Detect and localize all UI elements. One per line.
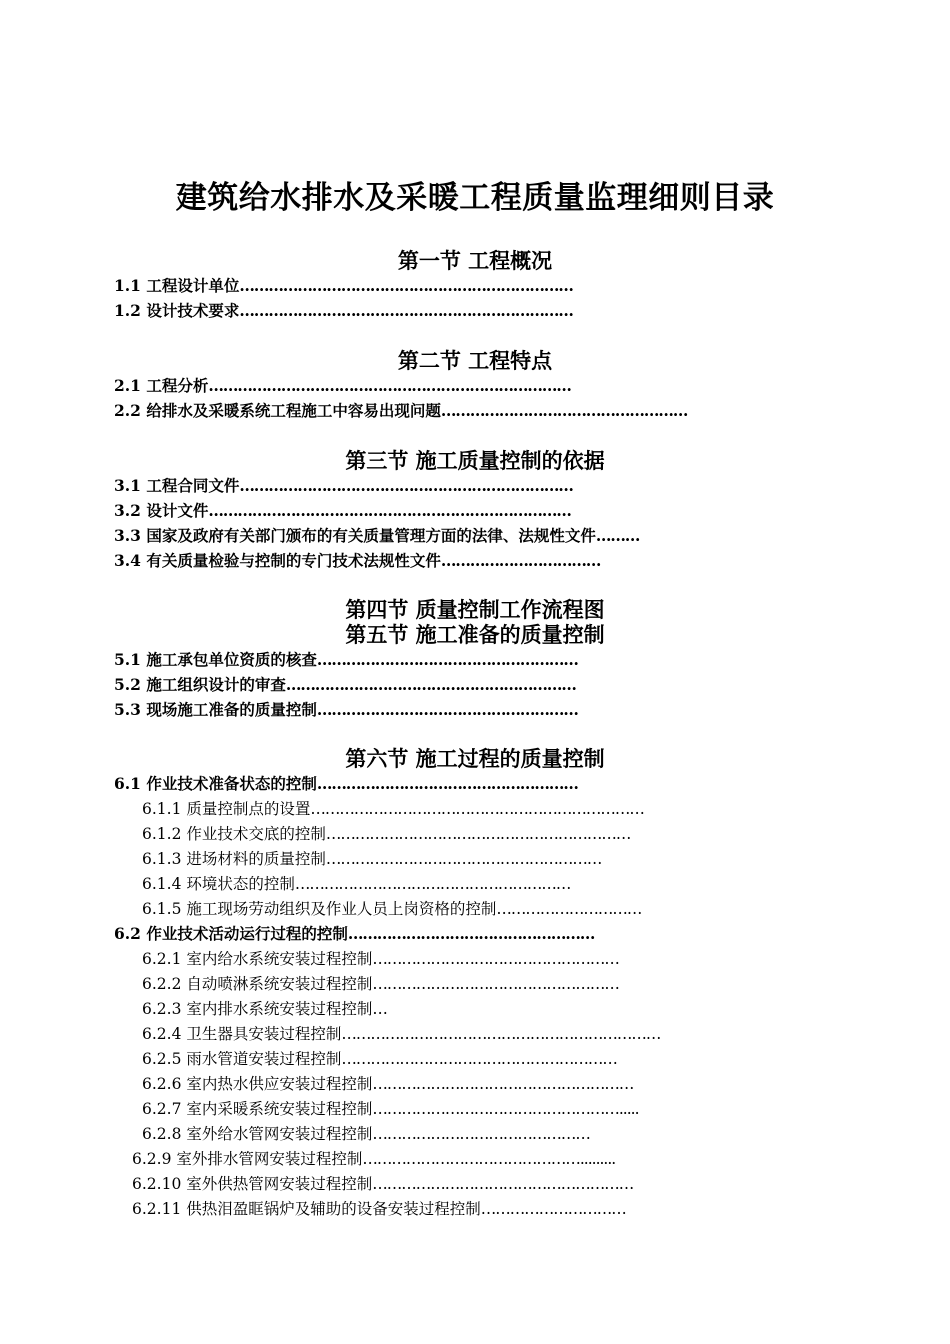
- toc-entry-2-2[interactable]: 2.2 给排水及采暖系统工程施工中容易出现问题……………………………………………: [114, 401, 688, 420]
- toc-entry-6-1-2[interactable]: 6.1.2 作业技术交底的控制………………………………………………………: [142, 825, 631, 843]
- toc-entry-2-1[interactable]: 2.1 工程分析…………………………………………………………………: [114, 376, 571, 395]
- toc-entry-6-1[interactable]: 6.1 作业技术准备状态的控制………………………………………………: [114, 774, 578, 793]
- section-heading-6: 第六节 施工过程的质量控制: [345, 746, 605, 771]
- toc-entry-1-2[interactable]: 1.2 设计技术要求……………………………………………………………: [114, 301, 573, 320]
- section-heading-1: 第一节 工程概况: [397, 248, 553, 273]
- toc-entry-6-2-3[interactable]: 6.2.3 室内排水系统安装过程控制…: [142, 1000, 387, 1018]
- section-heading-2: 第二节 工程特点: [397, 348, 553, 373]
- toc-entry-6-2-5[interactable]: 6.2.5 雨水管道安装过程控制…………………………………………………: [142, 1050, 617, 1068]
- toc-entry-1-1[interactable]: 1.1 工程设计单位……………………………………………………………: [114, 276, 573, 295]
- toc-entry-6-2-4[interactable]: 6.2.4 卫生器具安装过程控制…………………………………………………………: [142, 1025, 661, 1043]
- toc-entry-3-4[interactable]: 3.4 有关质量检验与控制的专门技术法规性文件……………………………: [114, 551, 601, 570]
- toc-entry-6-2-2[interactable]: 6.2.2 自动喷淋系统安装过程控制……………………………………………: [142, 975, 619, 993]
- section-heading-4: 第四节 质量控制工作流程图: [345, 597, 605, 622]
- toc-entry-6-1-1[interactable]: 6.1.1 质量控制点的设置……………………………………………………………: [142, 800, 644, 818]
- toc-entry-6-2-11[interactable]: 6.2.11 供热泪盈眶锅炉及辅助的设备安装过程控制…………………………: [132, 1200, 626, 1218]
- toc-entry-6-2-9[interactable]: 6.2.9 室外排水管网安装过程控制……………………………………….........: [132, 1150, 616, 1168]
- section-heading-3: 第三节 施工质量控制的依据: [345, 448, 605, 473]
- toc-entry-6-2-10[interactable]: 6.2.10 室外供热管网安装过程控制………………………………………………: [132, 1175, 634, 1193]
- toc-entry-3-2[interactable]: 3.2 设计文件…………………………………………………………………: [114, 501, 571, 520]
- toc-entry-6-2-6[interactable]: 6.2.6 室内热水供应安装过程控制………………………………………………: [142, 1075, 634, 1093]
- toc-entry-6-2-7[interactable]: 6.2.7 室内采暖系统安装过程控制…………………………………………….....: [142, 1100, 639, 1118]
- toc-entry-5-2[interactable]: 5.2 施工组织设计的审查……………………………………………………: [114, 675, 576, 694]
- toc-entry-3-3[interactable]: 3.3 国家及政府有关部门颁布的有关质量管理方面的法律、法规性文件………: [114, 526, 640, 545]
- section-heading-5: 第五节 施工准备的质量控制: [345, 622, 605, 647]
- toc-entry-6-1-5[interactable]: 6.1.5 施工现场劳动组织及作业人员上岗资格的控制…………………………: [142, 900, 642, 918]
- toc-entry-6-2-1[interactable]: 6.2.1 室内给水系统安装过程控制……………………………………………: [142, 950, 619, 968]
- toc-entry-6-1-3[interactable]: 6.1.3 进场材料的质量控制…………………………………………………: [142, 850, 602, 868]
- toc-entry-6-2-8[interactable]: 6.2.8 室外给水管网安装过程控制………………………………………: [142, 1125, 590, 1143]
- toc-entry-6-2[interactable]: 6.2 作业技术活动运行过程的控制……………………………………………: [114, 924, 595, 943]
- toc-entry-5-3[interactable]: 5.3 现场施工准备的质量控制………………………………………………: [114, 700, 578, 719]
- document-title: 建筑给水排水及采暖工程质量监理细则目录: [175, 180, 775, 216]
- toc-entry-6-1-4[interactable]: 6.1.4 环境状态的控制…………………………………………………: [142, 875, 571, 893]
- toc-entry-5-1[interactable]: 5.1 施工承包单位资质的核查………………………………………………: [114, 650, 578, 669]
- toc-entry-3-1[interactable]: 3.1 工程合同文件……………………………………………………………: [114, 476, 573, 495]
